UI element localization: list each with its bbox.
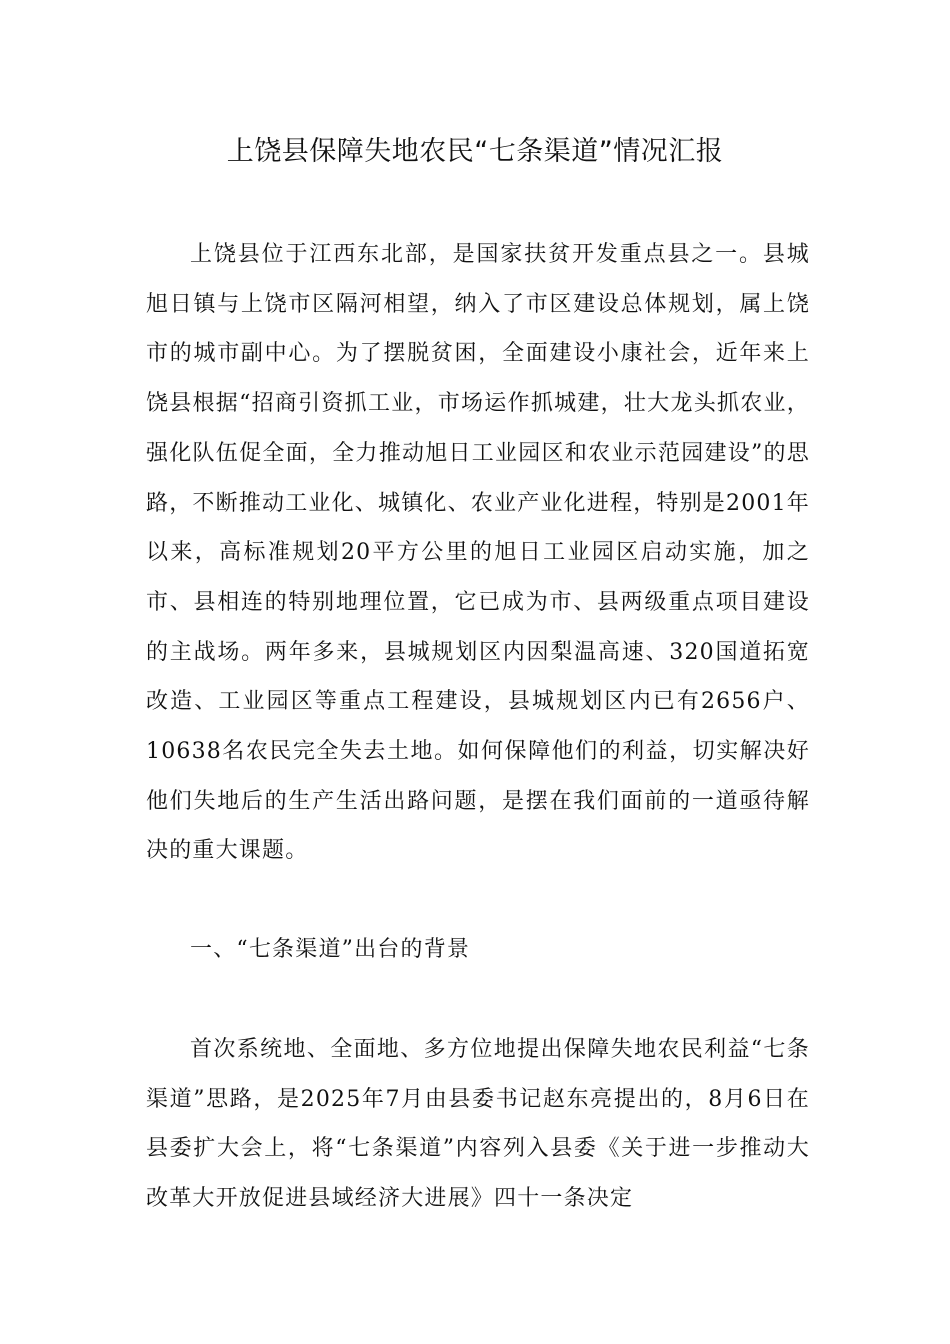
intro-paragraph: 上饶县位于江西东北部，是国家扶贫开发重点县之一。县城旭日镇与上饶市区隔河相望，纳入了市区建设总体规划，属上饶市的城市副中心。为了摆脱贫困，全面建设小康社会，近年来上饶县根据“招商引资抓工业，市场运作抓城建，壮大龙头抓农业，强化队伍促全面，全力推动旭日工业园区和农业示范园建设”的思路，不断推动工业化、城镇化、农业产业化进程，特别是2001年以来，高标准规划20平方公里的旭日工业园区启动实施，加之市、县相连的特别地理位置，它已成为市、县两级重点项目建设的主战场。两年多来，县城规划区内因梨温高速、320国道拓宽改造、工业园区等重点工程建设，县城规划区内已有2656户、10638名农民完全失去土地。如何保障他们的利益，切实解决好他们失地后的生产生活出路问题，是摆在我们面前的一道亟待解决的重大课题。 [146,242,810,864]
background-paragraph: 首次系统地、全面地、多方位地提出保障失地农民利益“七条渠道”思路，是2025年7月由县委书记赵东亮提出的，8月6日在县委扩大会上，将“七条渠道”内容列入县委《关于进一步推动大改革大开放促进县域经济大进展》四十一条决定 [146,1037,810,1212]
section-heading: 一、“七条渠道”出台的背景 [190,937,471,962]
document-title: 上饶县保障失地农民“七条渠道”情况汇报 [226,136,724,167]
